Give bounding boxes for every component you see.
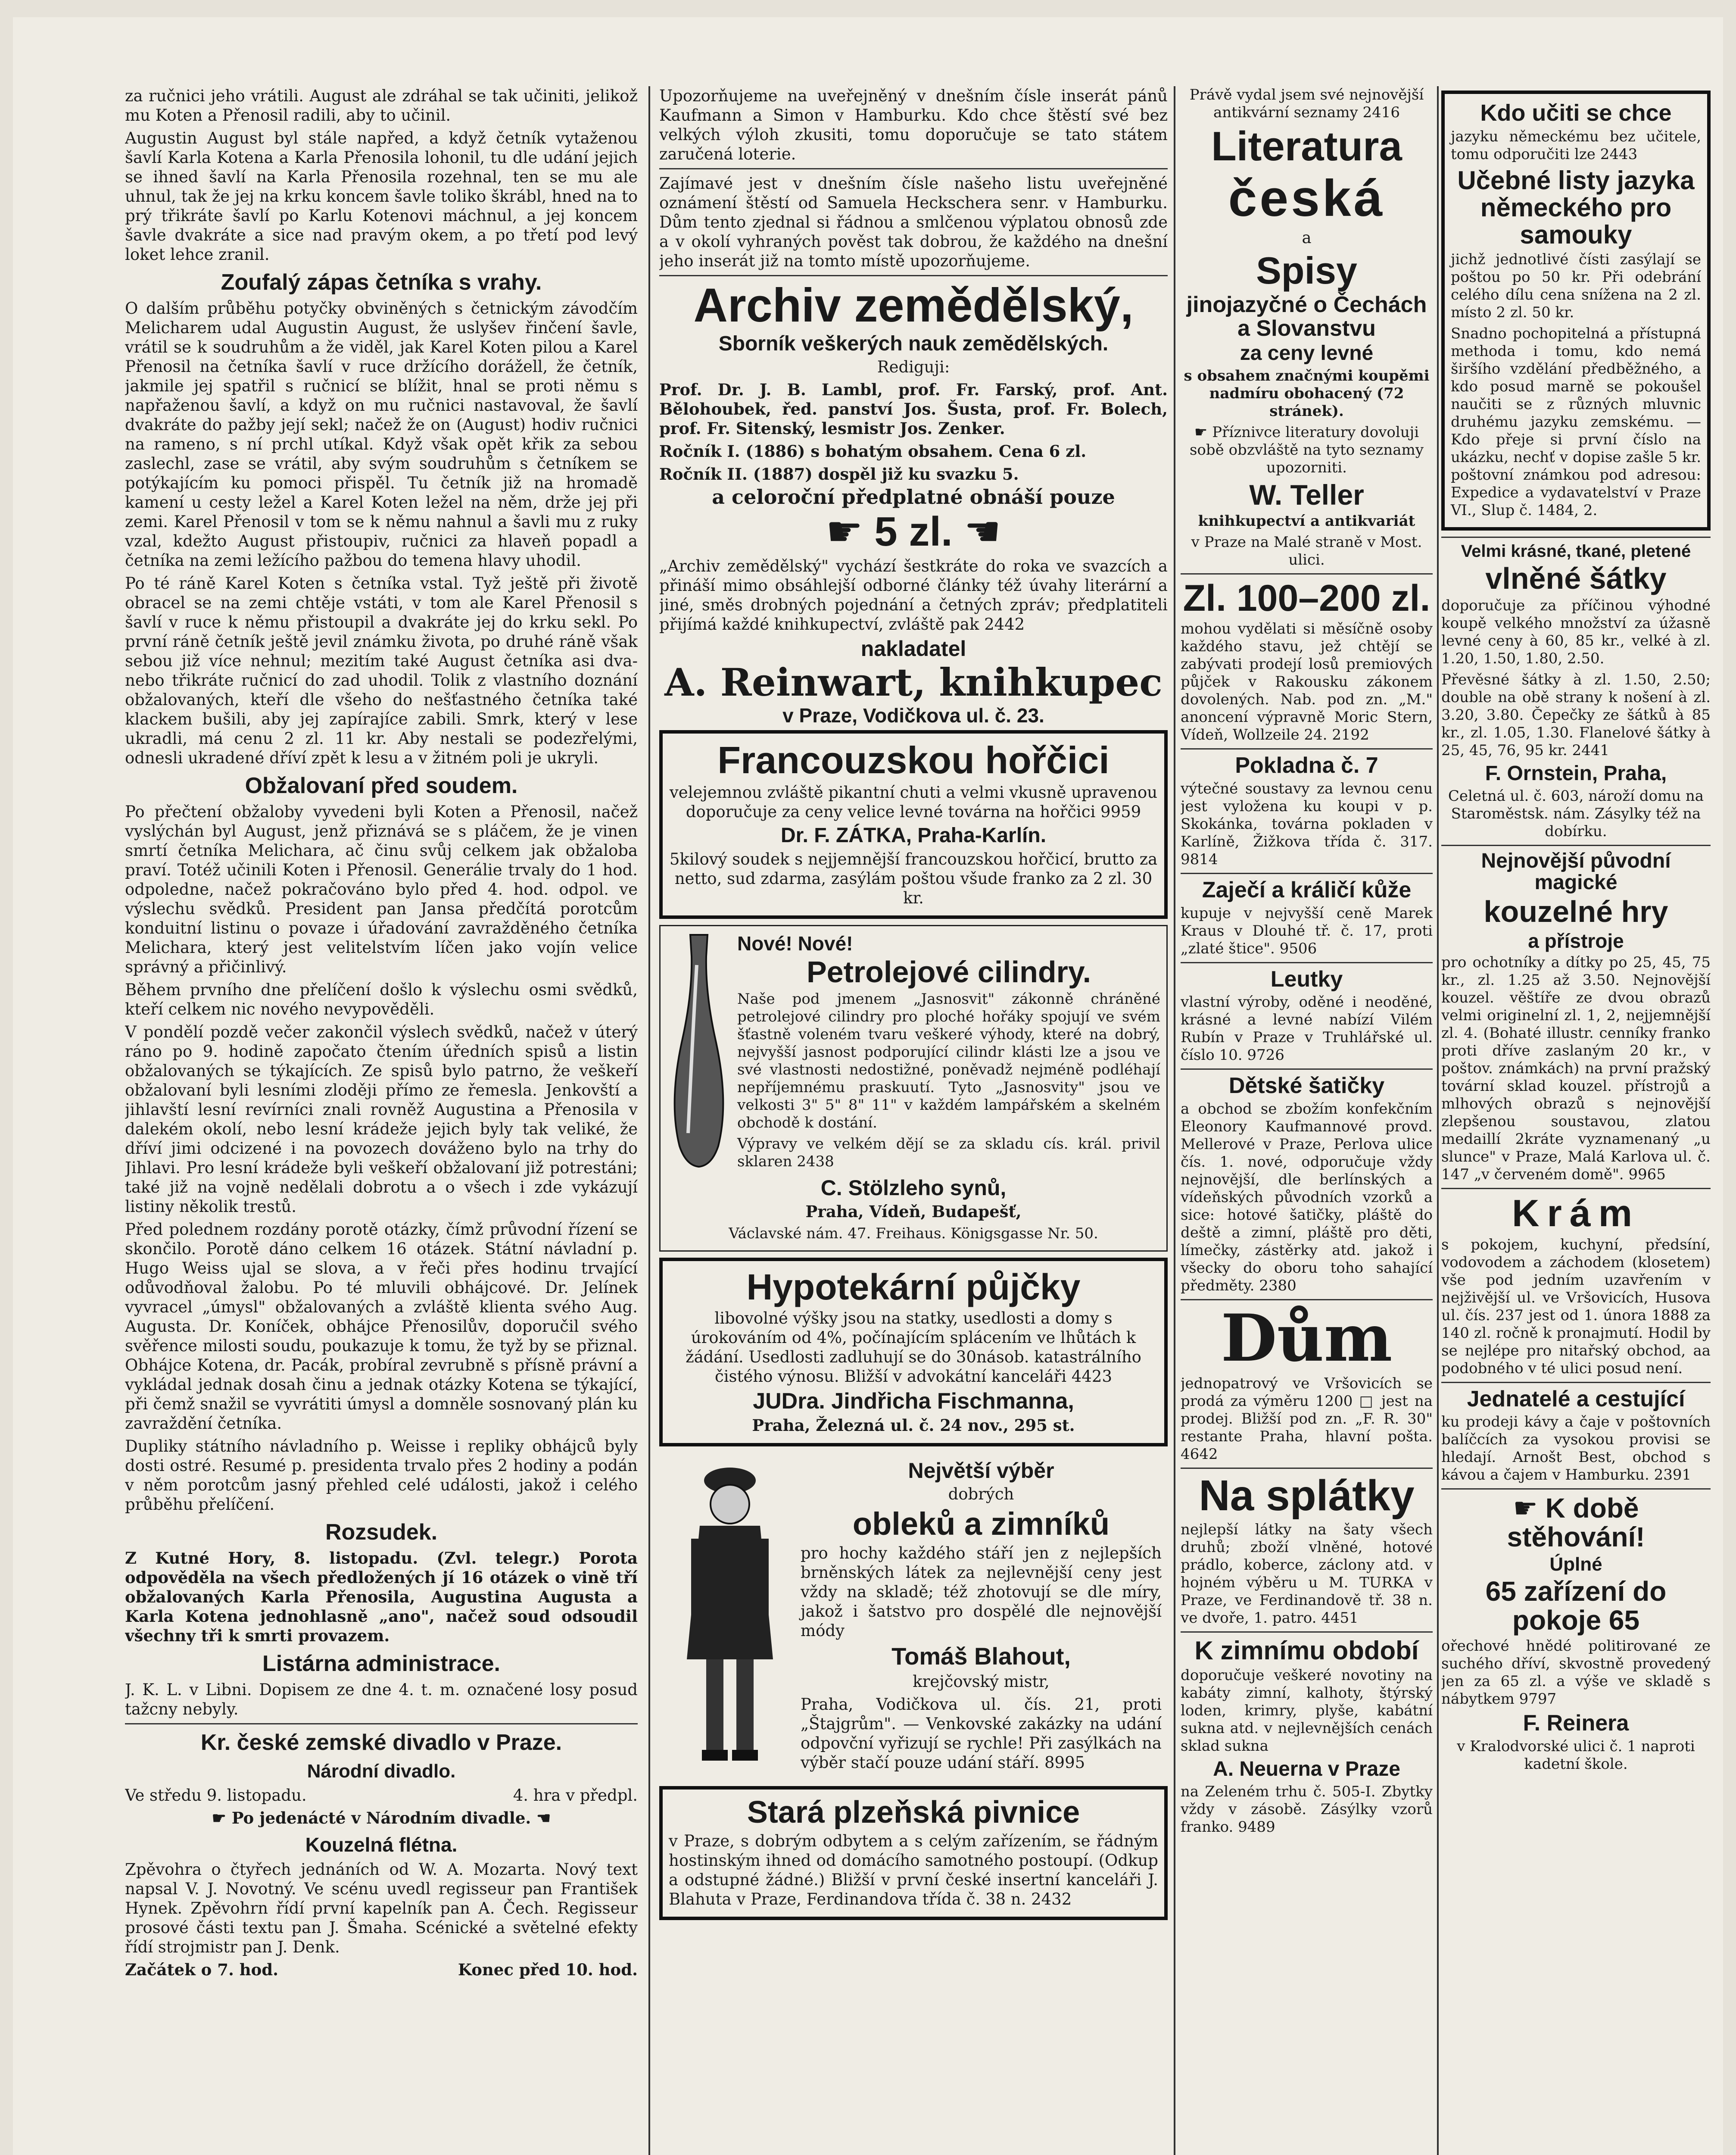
start-time: Začátek o 7. hod. [125, 1960, 279, 1979]
pointing-hand-icon: ☚ [531, 1808, 551, 1827]
ad-petroleum: Nové! Nové! Petrolejové cilindry. Naše pod jmenem „Jasnosvit" zákonně chráněné petrolejové cilindry pro ploché hořáky spojují ve svém šťastně voleném tvaru veškeré výhody, které na dobrý, nejvyšší jasnost podporující cilindr klásti lze a jsou ve své vlastnosti nedostižné, poněvadž nejméně podléhají nepříjemnému praskuutí. Tyto „Jasnosvity" jsou ve velkosti 3" 5" 8" 11" v každém lampářském a skelném obchodě k dostání. Výpravy ve velkém dějí se za skladu cís. král. privil sklaren 2438 C. Stölzleho synů, Praha, Vídeň, Budapešť, Václavské nám. 47. Freihaus. Königsgasse Nr. 50. [659, 925, 1168, 1252]
article-paragraph: Před polednem rozdány porotě otázky, čímž průvodní řízení se skončilo. Porotě dáno celkem 16 otázek. Státní návladní p. Hugo Weiss ujal se slova, a v řeči přes hodinu trvající odůvodňoval žalobu. Po té mluvili obhájcové. Dr. Jelínek vyvracel „úmysl" obžalovaných a zvláště klienta svého Aug. Augusta. Dr. Koníček, obhájce Přenosilův, doporučil svého svěřence milosti soudu, poukazuje k tomu, že tyž by se přiznal. Obhájce Kotena, dr. Pacák, probíral zevrubně s přísně právní a vykládal jednak dosah činu a jednak otázky Kotena se týkající, při čemž snažil se vyvrátiti úmysl a domněle sosnovaný plán ku zavraždění četníka. [125, 1220, 638, 1433]
notice-paragraph: Zajímavé jest v dnešním čísle našeho listu uveřejněné oznámení štěstí od Samuela Heckschera senr. v Hamburku. Dům tento zjednal si řádnou a smlčenou výplatou obnosů zde a v okolí vyhraných pověst tak dobrou, že každého na dnešní jeho inserát již na tomto místě upozorňujeme. [659, 174, 1168, 270]
article-paragraph: Dupliky státního návladního p. Weisse i repliky obhájců byly dosti ostré. Resumé p. presidenta trvalo přes 2 hodiny a podán v něm porotcům jasný přehled celé události, jakož i celého průběhu přelíčení. [125, 1437, 638, 1514]
theatre-subscription: 4. hra v předpl. [513, 1786, 638, 1805]
article-paragraph: Po té ráně Karel Koten s četníka vstal. Tyž ještě při životě obracel se na zemi chtěje vstáti, v tom ale Karel Přenosil s šavlí v ruce k němu přistoupil a dvakráte jej do krku sekl. Po první ráně četník ještě jevil známku života, po druhé ráně však sebou již více nehnul; mezitím také August četníka asi dva- nebo třikráte ručnicí do zad uhodil. Tolik z vlastního doznání obžalovaných, kteří dle všeho do nešťastného četníka také klackem bušili, aby jej zapírajíce zabili. Smrk, který v lese ukradli, má cenu 2 zl. 11 kr. Aby nestali se podezřelými, odnesli ukradené dříví zpět k lesu a v žitném poli je ukryli. [125, 574, 638, 767]
ad-title: Francouzskou hořčici [717, 738, 1110, 781]
ad-title: Stará plzeňská pivnice [747, 1795, 1080, 1830]
ads-column-2 [659, 86, 1168, 2155]
column-rule [1437, 86, 1439, 2155]
pointing-hand-icon: ☚ [952, 508, 1001, 555]
section-heading: Zoufalý zápas četníka s vrahy. [221, 270, 542, 295]
article-paragraph: O dalším průběhu potyčky obviněných s četnickým závodčím Melicharem udal Augustin August, že uslyšev řinčení šavle, vrátil se k soudruhům a že viděl, jak Karel Koten pilou a Karel Přenosil na četníka šavlí v ruce držícího dorážell, že četník, jakmile jej spatřil s ručnicí se blížit, hnal se proti němu s napřaženou šavlí, a když on mu ručnici nastavoval, že šavlí dvakráte do pažby její sekl; načež že on (August) hodiv ručnici na rameno, s ní prchl utíkal. Když však opět křik za sebou zaslechl, zase se vrátil, aby svým soudruhům s četníkem se potýkajícím ku pomoci přispěl. Tu četník již na hromadě kamení u cesty ležel a Karel Koten ležel na něm, drže jej při zemi. Karel Přenosil v tom se k němu nahnul a šavli mu z ruky vzal, kdežto August přistoupiv, ručnici za hlaveň popadl a četníka na zemi ležícího pažbou do temena hlavy uhodil. [125, 299, 638, 570]
article-paragraph: Během prvního dne přelíčení došlo k výslechu osmi svědků, kteří celkem nic nového nevypověděli. [125, 981, 638, 1018]
notice-paragraph: Upozorňujeme na uveřejněný v dnešním čísle inserát pánů Kaufmann a Simon v Hamburku. Kdo chce štěstí své bez velkých výloh zkusiti, tomu doporučuje se tato státem zaručená loterie. [659, 87, 1168, 163]
pointing-hand-icon: ☛ [1194, 423, 1212, 441]
ad-mustard: Francouzskou hořčici velejemnou zvláště pikantní chuti a velmi vkusně upravenou doporučuje za ceny velice levné továrna na hořčici 9959 Dr. F. ZÁTKA, Praha-Karlín. 5kilový soudek s nejjemnější francouzskou hořčicí, brutto za netto, sud zdarma, zasýlám poštou všude franko za 2 zl. 30 kr. [659, 730, 1168, 919]
divider [125, 1723, 638, 1724]
theatre-note: ☛ Po jedenácté v Národním divadle. ☚ [212, 1808, 551, 1827]
ad-title: Archiv zemědělský, [693, 279, 1134, 332]
pointing-hand-icon: ☛ [826, 508, 875, 555]
ad-title: Petrolejové cilindry. [806, 955, 1091, 989]
ad-title: Zl. 100–200 zl. [1183, 578, 1431, 619]
divider [659, 168, 1168, 169]
end-time: Konec před 10. hod. [458, 1960, 638, 1979]
pointing-hand-icon: ☛ [1513, 1493, 1546, 1524]
ad-loans: Hypotekární půjčky libovolné výšky jsou na statky, usedlosti a domy s úrokováním od 4%, počínajícím splácením ve lhůtách k žádání. Usedlosti zadluhují se do 30násob. katastrálního čistého výnosu. Bližší v advokátní kanceláři 4423 JUDra. Jindřicha Fischmanna, Praha, Železná ul. č. 24 nov., 295 st. [659, 1258, 1168, 1446]
ad-title: Kdo učiti se chce [1480, 100, 1672, 126]
divider [659, 275, 1168, 276]
column-rule [648, 86, 650, 2155]
article-paragraph: Augustin August byl stále napřed, a když četník vytaženou šavlí Karla Kotena a Karla Přenosila lohonil, tu dle udání jejich se ihned šavlí na Karla Přenosila rozehnal, ten se mu ale uhnul, tak že jej na krku koncem šavle toliko škrábl, hned na to prý třikráte šavlí po Karlu Kotenovi máchnul, a jej koncem šavle dvakráte a sice nad pravým okem, a po třetí pod levý loket lehce zranil. [125, 129, 638, 264]
ad-pub: Stará plzeňská pivnice v Praze, s dobrým odbytem a s celým zařízením, se řádným hostinským ihned od domácího samotného postoupí. (Odkup a odstupné žádné.) Bližší v první české insertní kanceláři J. Blahuta v Praze, Ferdinandova třída č. 38 n. 2432 [659, 1786, 1168, 1921]
opera-title: Kouzelná flétna. [305, 1833, 458, 1856]
publisher-name: A. Reinwart, knihkupec [664, 660, 1163, 705]
ad-title: obleků a zimníků [852, 1506, 1110, 1542]
ad-language: Kdo učiti se chce jazyku německému bez učitele, tomu odporučiti lze 2443 Učebné listy jazyka německého pro samouky jichž jednotlivé čísti zasýlají se poštou po 50 kr. Při odebrání celého dílu cena snížena na 2 zl. místo 2 zl. 50 kr. Snadno pochopitelná a přístupná methoda i tomu, kdo nemá širšího vzdělání předběžného, a kdo posud marně se pokoušel naučiti se z různých mluvnic druhému jazyku zemskému. — Kdo přeje si první číslo na ukázku, nechť v dopise zašle 5 kr. poštovní známkou pod adresou: Expedice a vydavatelství v Praze VI., Slup č. 1484, 2. [1441, 91, 1711, 531]
ad-title: Literatura [1211, 123, 1402, 169]
ad-coats: Největší výběr dobrých obleků a zimníků pro hochy každého stáří jen z nejlepších brněnských látek za nejlevnější ceny jest vždy na skladě; též zhotovují se dle míry, jakož i šatstvo pro dospělé dle nejnovější módy Tomáš Blahout, krejčovský mistr, Praha, Vodičkova ul. čís. 21, proti „Štajgrům". — Venkovské zakázky na udání odpovční vyřizují se rychle! Při zasýlkách na výběr stačí pouze udání stáří. 8995 [659, 1452, 1168, 1780]
ad-subtitle: Sborník veškerých nauk zemědělských. [718, 332, 1109, 355]
theatre-subtitle: Národní divadlo. [307, 1761, 456, 1782]
article-paragraph: Po přečtení obžaloby vyvedeni byli Koten a Přenosil, načež vyslýchán byl August, jenž přiznává se s pláčem, že je vinen smrtí četníka Melichara, ač činu svůj celkem jak obžaloba praví. Totéž učinili Koten i Přenosil. Generálie trvaly do 1 hod. odpoledne, načež pokračováno bylo před 4. hod. odpol. ve výslechu svědků. President pan Jansa předčítá porotcům konduitní listinu o povaze i úřadování zavražděného četníka Melichara, který jest velitelstvím líčen jako vojín velice správný a přičinlivý. [125, 803, 638, 976]
article-column [125, 86, 638, 2155]
ad-archiv: Archiv zemědělský, Sborník veškerých nauk zemědělských. Rediguji: Prof. Dr. J. B. Lambl, prof. Fr. Farský, prof. Ant. Bělohoubek, řed. panství Jos. Šusta, prof. Fr. Bolech, prof. Fr. Sitenský, lesmistr Jos. Zenker. Ročník I. (1886) s bohatým obsahem. Cena 6 zl. Ročník II. (1887) dospěl již ku svazku 5. a celoroční předplatné obnáší pouze ☛ 5 zl. ☚ „Archiv zemědělský" vychází šestkráte do roka ve svazcích a přináší mimo obsáhlejší odborné články též úvahy literární a jiné, směs drobných pojednání a četných zpráv; předplatiteli přijímá každé knihkupectví, zvláště pak 2442 nakladatel A. Reinwart, knihkupec v Praze, Vodičkova ul. č. 23. [659, 279, 1168, 727]
ads-column-4: Kdo učiti se chce jazyku německému bez učitele, tomu odporučiti lze 2443 Učebné listy jazyka německého pro samouky jichž jednotlivé čísti zasýlají se poštou po 50 kr. Při odebrání celého dílu cena snížena na 2 zl. místo 2 zl. 50 kr. Snadno pochopitelná a přístupná methoda i tomu, kdo nemá širšího vzdělání předběžného, a kdo posud marně se pokoušel naučiti se z různých mluvnic druhému jazyku zemskému. — Kdo přeje si první číslo na ukázku, nechť v dopise zašle 5 kr. poštovní známkou pod adresou: Expedice a vydavatelství v Praze VI., Slup č. 1484, 2. Velmi krásné, tkané, pletené vlněné šátky doporučuje za příčinou výhodné koupě velkého množství za úžasně levné ceny à 60, 85 kr., velké à zl. 1.20, 1.50, 1.80, 2.50. Převěsné šátky à zl. 1.50, 2.50; double na obě strany k nošení à zl. 3.20, 3.80. Čepečky ze šátků à 85 kr., zl. 1.05, 1.30. Flanelové šátky à 25, 45, 76, 95 kr. 2441 F. Ornstein, Praha, Celetná ul. č. 603, nároží domu na Staroměstsk. nám. Zásylky též na dobírku. Nejnovější původní magické kouzelné hry a přístroje pro ochotníky a dítky po 25, 45, 75 kr., zl. 1.25 až 3.50. Nejnovější kouzel. věštíře ze dvou obrazů velmi originelní zl. 1, 2, nejjemnější zl. 4. (Bohaté illustr. cenníky franko proti dříve zaslaným 20 kr., v poštov. známkách) na první pražský tovární sklad kouzel. přístrojů a mlhových obrazů s nejnovější zlepšenou soustavou, zlatou medaillí 2kráte vyznamenaný „u slunce" v Praze, Malá Karlova ul. č. 147 „v červeném domě". 9965 Krám s pokojem, kuchyní, předsíní, vodovodem a záchodem (klosetem) vše pod jedním uzavřením v nejživější ul. ve Vršovicích, Husova ul. čís. 237 jest od 1. února 1888 za 140 zl. ročně k pronajmutí. Hodil by se nejlépe pro nitařský obchod, aa podobného v té ulici posud není. Jednatelé a cestující ku prodeji kávy a čaje v poštovních balíčcích za vysokou provisi se hledají. Arnošt Best, obchod s kávou a čajem v Hamburku. 2391 ☛ K době stěhování! Úplné 65 zařízení do pokoje 65 ořechové hnědé politirované ze suchého dříví, skvostně provedený jen za 65 zl. a výše ve skladě s nábytkem 9797 F. Reinera v Kralodvorské ulici č. 1 naproti kadetní škole. [1441, 86, 1711, 2155]
article-paragraph: J. K. L. v Libni. Dopisem ze dne 4. t. m. označené losy posud tažcny nebyly. [125, 1680, 638, 1718]
section-heading: Listárna administrace. [262, 1651, 500, 1676]
theatre-title: Kr. české zemské divadlo v Praze. [200, 1730, 562, 1755]
boy-in-coat-icon [665, 1457, 795, 1767]
section-heading: Rozsudek. [325, 1520, 438, 1545]
ads-column-3: Právě vydal jsem své nejnovější antikvární seznamy 2416 Literatura česká a Spisy jinojazyčné o Čechách a Slovanstvu za ceny levné s obsahem značnými koupěmi nadmíru obohacený (72 stránek). ☛ Příznivce literatury dovoluji sobě obzvláště na tyto seznamy upozorniti. W. Teller knihkupectví a antikvariát v Praze na Malé straně v Most. ulici. Zl. 100–200 zl. mohou vydělati si měsíčně osoby každého stavu, jež chtějí se zabývati prodejí losů premiových půjček v Rakousku zákonem dovolených. Nab. pod zn. „M." anoncení výpravně Moric Stern, Vídeň, Wollzeile 24. 2192 Pokladna č. 7 výtečné soustavy za levnou cenu jest vyložena ku koupi v p. Skokánka, továrna pokladen v Karlíně, Žižkova třída č. 317. 9814 Zaječí a králičí kůže kupuje v nejvyšší ceně Marek Kraus v Dlouhé tř. č. 17, proti „zlaté štice". 9506 Leutky vlastní výroby, oděné i neoděné, krásné a levné nabízí Vilém Rubín v Praze v Truhlářské ul. číslo 10. 9726 Dětské šatičky a obchod se zbožím konfekčním Eleonory Kaufmannové provd. Mellerové v Praze, Perlova ulice čís. 1. nové, odporučuje vždy nejnovější, dle berlínských a vídeňských původních vzorků a sice: hotové šatičky, pláště do deště a zimní, pláště pro děti, límečky, zástěrky atd. jakož i všecky do oboru toho sahající předměty. 2380 Dům jednopatrový ve Vršovicích se prodá za výměru 1200 □ jest na prodej. Bližší pod zn. „F. R. 30" restante Praha, hlavní pošta. 4642 Na splátky nejlepší látky na šaty všech druhů; zboží vlněné, hotové prádlo, koberce, záclony atd. v hojném výběru u M. TURKA v Praze, ve Ferdinandově tř. 38 n. ve dvoře, 1. patro. 4451 K zimnímu období doporučuje veškeré novotiny na kabáty zimní, kalhoty, štýrský loden, krimry, plyše, kabátní sukna atd. v nejlevnějších cenách sklad sukna A. Neuerna v Praze na Zeleném trhu č. 505-I. Zbytky vždy v zásobě. Zásýlky vzorů franko. 9489 [1181, 86, 1433, 1836]
price: ☛ 5 zl. ☚ [826, 508, 1001, 555]
verdict-paragraph: Z Kutné Hory, 8. listopadu. (Zvl. telegr.) Porota odpověděla na všech předložených jí 16 otázek o vině tří obžalovaných Karla Přenosila, Augustina Augusta a Karla Kotena jednohlasně „ano", načež soud odsoudil všechny tři k smrti provazem. [125, 1549, 638, 1645]
section-heading: Obžalovaní před soudem. [245, 773, 518, 798]
lamp-cylinder-icon [667, 931, 731, 1172]
column-rule [1174, 86, 1175, 2155]
article-paragraph: V pondělí pozdě večer zakončil výslech svědků, načež v úterý ráno po 9. hodině započato čtením úředních spisů a listin obžalovaných se týkajících. Ze spisů bylo patrno, že veškeří obžalovaní byli lesními zloději přímo ze řemesla. Jenkovští a jihlavští lesní revírníci znali rovněž Augustina a Přenosila v dalekém okolí, nebo lesní krádeže jejich byly tak veliké, že dříví jimi odcizené i na povozech dováženo bylo na trhy do Jihlavi. Pro lesní krádeže byli veškeří obžalovaní již potrestáni; také již na vojně nedělali dobrotu a o všech i zde vykázují listiny několik trestů. [125, 1023, 638, 1216]
pointing-hand-icon: ☛ [212, 1808, 232, 1827]
article-paragraph: za ručnici jeho vrátili. August ale zdráhal se tak učiniti, jelikož mu Koten a Přenosil radili, aby to učinil. [125, 87, 638, 125]
article-paragraph: Zpěvohra o čtyřech jednáních od W. A. Mozarta. Nový text napsal V. J. Novotný. Ve scénu uvedl regisseur pan František Hynek. Zpěvohrn řídí první kapelník pan A. Čech. Regisseur prosové části textu pan J. Šmaha. Scénické a světelné efekty řídí strojmistr pan J. Denk. [125, 1860, 638, 1956]
ad-title: Hypotekární půjčky [746, 1266, 1081, 1307]
theatre-date: Ve středu 9. listopadu. [125, 1786, 307, 1805]
